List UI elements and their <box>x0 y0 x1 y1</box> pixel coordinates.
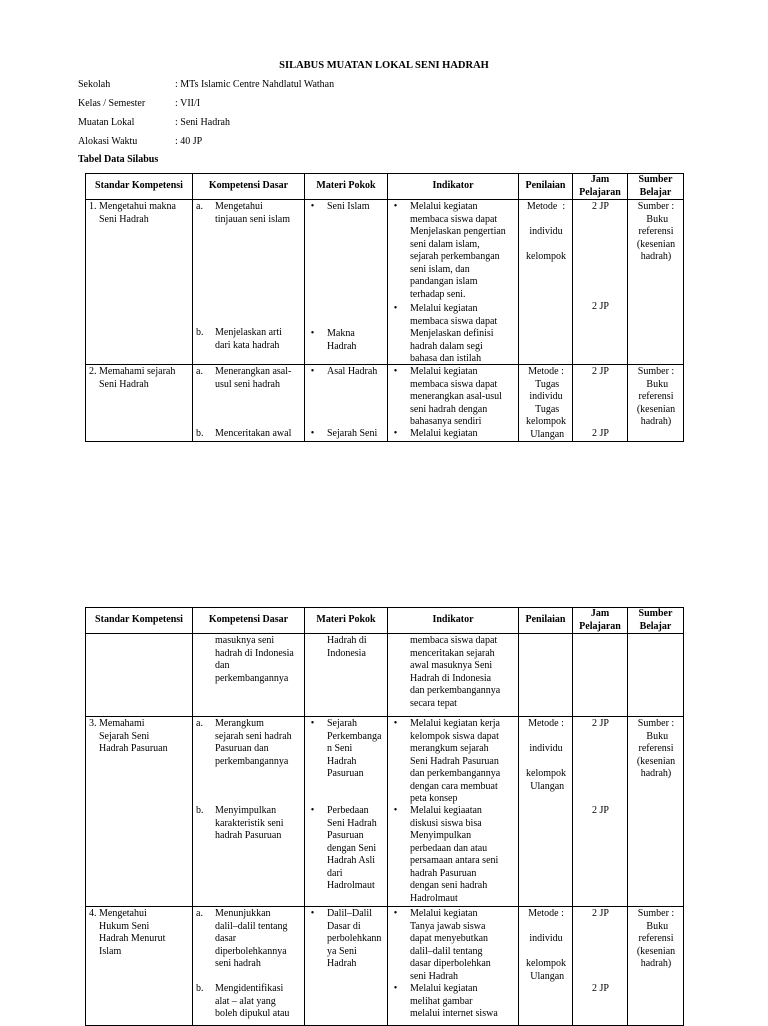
info-value: : Seni Hadrah <box>175 117 230 128</box>
sk-cell: 1. Mengetahui makna Seni Hadrah <box>89 201 176 225</box>
sk-cell: 2. Memahami sejarah Seni Hadrah <box>89 366 176 390</box>
sk-cell: 3. Memahami Sejarah Seni Hadrah Pasuruan <box>89 718 168 754</box>
list-letter: b. <box>196 327 204 338</box>
header-indikator: Indikator <box>388 608 519 634</box>
sumber-cell: Sumber : Buku referensi (kesenian hadrah) <box>636 201 676 262</box>
header-indikator: Indikator <box>388 174 519 200</box>
mp-item: Hadrah di Indonesia <box>327 635 367 659</box>
mp-item: Makna Hadrah <box>327 328 357 352</box>
header-kompetensi-dasar: Kompetensi Dasar <box>193 608 305 634</box>
list-letter: b. <box>196 983 204 994</box>
indikator-item: Melalui kegiatan kerja kelompok siswa dapat merangkum sejarah Seni Hadrah Pasuruan dan perkembangannya dengan cara membuat peta konsep <box>410 718 501 804</box>
mp-item: Perbedaan Seni Hadrah Pasuruan dengan Seni Hadrah Asli dari Hadrolmaut <box>327 805 377 891</box>
bullet-icon: • <box>310 428 315 439</box>
bullet-icon: • <box>393 718 398 729</box>
mp-item: Sejarah Perkembanga n Seni Hadrah Pasuruan <box>327 718 382 779</box>
list-letter: a. <box>196 366 203 377</box>
list-letter: a. <box>196 908 203 919</box>
jam-value: 2 JP <box>592 301 609 312</box>
mp-item: Dalil–Dalil Dasar di perbolehkann ya Seni Hadrah <box>327 908 382 969</box>
indikator-item: Melalui kegiatan <box>410 428 478 439</box>
indikator-item: Melalui kegiatan membaca siswa dapat menerangkan asal-usul seni hadrah dengan bahasanya sendiri <box>410 366 502 427</box>
header-materi-pokok: Materi Pokok <box>305 174 388 200</box>
list-letter: b. <box>196 428 204 439</box>
header-penilaian: Penilaian <box>519 174 573 200</box>
penilaian-cell: Metode : individu kelompok Ulangan <box>526 908 566 982</box>
bullet-icon: • <box>310 201 315 212</box>
bullet-icon: • <box>310 805 315 816</box>
indikator-item: Melalui kegiaatan diskusi siswa bisa Menyimpulkan perbedaan dan atau persamaan antara seni hadrah Pasuruan dengan seni hadrah Hadrolmaut <box>410 805 499 904</box>
header-jam-pelajaran: Jam Pelajaran <box>573 174 628 200</box>
sumber-cell: Sumber : Buku referensi (kesenian hadrah) <box>636 908 676 969</box>
list-letter: b. <box>196 805 204 816</box>
mp-item: Seni Islam <box>327 201 370 212</box>
penilaian-cell: Metode : Tugas individu Tugas kelompok Ulangan <box>526 366 566 440</box>
table-header-row <box>86 608 684 634</box>
header-jam-pelajaran: Jam Pelajaran <box>573 608 628 634</box>
info-label: Kelas / Semester <box>78 98 146 109</box>
jam-value: 2 JP <box>592 366 609 377</box>
kd-item: Mengidentifikasi alat – alat yang boleh dipukul atau <box>215 983 290 1019</box>
bullet-icon: • <box>393 303 398 314</box>
header-sumber-belajar: Sumber Belajar <box>628 174 684 200</box>
header-standar-kompetensi: Standar Kompetensi <box>86 174 193 200</box>
info-label: Alokasi Waktu <box>78 136 138 147</box>
table-title: Tabel Data Silabus <box>78 154 159 165</box>
jam-value: 2 JP <box>592 428 609 439</box>
table-row <box>86 365 684 442</box>
sk-cell: 4. Mengetahui Hukum Seni Hadrah Menurut Islam <box>89 908 166 957</box>
jam-value: 2 JP <box>592 718 609 729</box>
kd-item: Menceritakan awal <box>215 428 292 439</box>
header-standar-kompetensi: Standar Kompetensi <box>86 608 193 634</box>
kd-item: Menyimpulkan karakteristik seni hadrah Pasuruan <box>215 805 284 841</box>
sumber-cell: Sumber : Buku referensi (kesenian hadrah) <box>636 718 676 779</box>
bullet-icon: • <box>310 366 315 377</box>
table-row <box>86 907 684 1026</box>
kd-item: masuknya seni hadrah di Indonesia dan perkembangannya <box>215 635 294 684</box>
bullet-icon: • <box>310 328 315 339</box>
bullet-icon: • <box>393 201 398 212</box>
bullet-icon: • <box>393 805 398 816</box>
info-label: Sekolah <box>78 79 111 90</box>
sumber-cell: Sumber : Buku referensi (kesenian hadrah) <box>636 366 676 427</box>
jam-value: 2 JP <box>592 805 609 816</box>
indikator-item: Melalui kegiatan membaca siswa dapat Menjelaskan definisi hadrah dalam segi bahasa dan istilah <box>410 303 498 364</box>
jam-value: 2 JP <box>592 908 609 919</box>
kd-item: Menjelaskan arti dari kata hadrah <box>215 327 282 351</box>
syllabus-table-2 <box>85 607 684 1026</box>
bullet-icon: • <box>393 428 398 439</box>
header-sumber-belajar: Sumber Belajar <box>628 608 684 634</box>
info-value: : 40 JP <box>175 136 203 147</box>
kd-item: Merangkum sejarah seni hadrah Pasuruan dan perkembangannya <box>215 718 292 767</box>
kd-item: Menunjukkan dalil–dalil tentang dasar diperbolehkannya seni hadrah <box>215 908 288 969</box>
list-letter: a. <box>196 201 203 212</box>
table-row <box>86 200 684 365</box>
bullet-icon: • <box>393 908 398 919</box>
info-label: Muatan Lokal <box>78 117 135 128</box>
info-value: : MTs Islamic Centre Nahdlatul Wathan <box>175 79 335 90</box>
header-kompetensi-dasar: Kompetensi Dasar <box>193 174 305 200</box>
header-penilaian: Penilaian <box>519 608 573 634</box>
penilaian-cell: Metode : individu kelompok Ulangan <box>526 718 566 792</box>
table-row <box>86 717 684 907</box>
list-letter: a. <box>196 718 203 729</box>
table-row <box>86 634 684 717</box>
jam-value: 2 JP <box>592 201 609 212</box>
penilaian-cell: Metode : individu kelompok <box>526 201 566 262</box>
kd-item: Menerangkan asal- usul seni hadrah <box>215 366 292 390</box>
bullet-icon: • <box>393 366 398 377</box>
mp-item: Asal Hadrah <box>327 366 378 377</box>
info-value: : VII/I <box>175 98 201 109</box>
indikator-item: Melalui kegiatan Tanya jawab siswa dapat menyebutkan dalil–dalil tentang dasar diperbolehkan seni Hadrah <box>410 908 491 982</box>
indikator-item: Melalui kegiatan melihat gambar melalui internet siswa <box>410 983 498 1019</box>
header-materi-pokok: Materi Pokok <box>305 608 388 634</box>
bullet-icon: • <box>310 718 315 729</box>
bullet-icon: • <box>393 983 398 994</box>
table-header-row <box>86 174 684 200</box>
indikator-item: Melalui kegiatan membaca siswa dapat Menjelaskan pengertian seni dalam islam, sejarah perkembangan seni islam, dan pandangan islam terhadap seni. <box>410 201 506 300</box>
jam-value: 2 JP <box>592 983 609 994</box>
indikator-item: membaca siswa dapat menceritakan sejarah awal masuknya Seni Hadrah di Indonesia dan perkembangannya secara tepat <box>410 635 501 709</box>
page-title: SILABUS MUATAN LOKAL SENI HADRAH <box>279 60 489 71</box>
kd-item: Mengetahui tinjauan seni islam <box>215 201 290 225</box>
mp-item: Sejarah Seni <box>327 428 378 439</box>
bullet-icon: • <box>310 908 315 919</box>
syllabus-table-1 <box>85 173 684 442</box>
